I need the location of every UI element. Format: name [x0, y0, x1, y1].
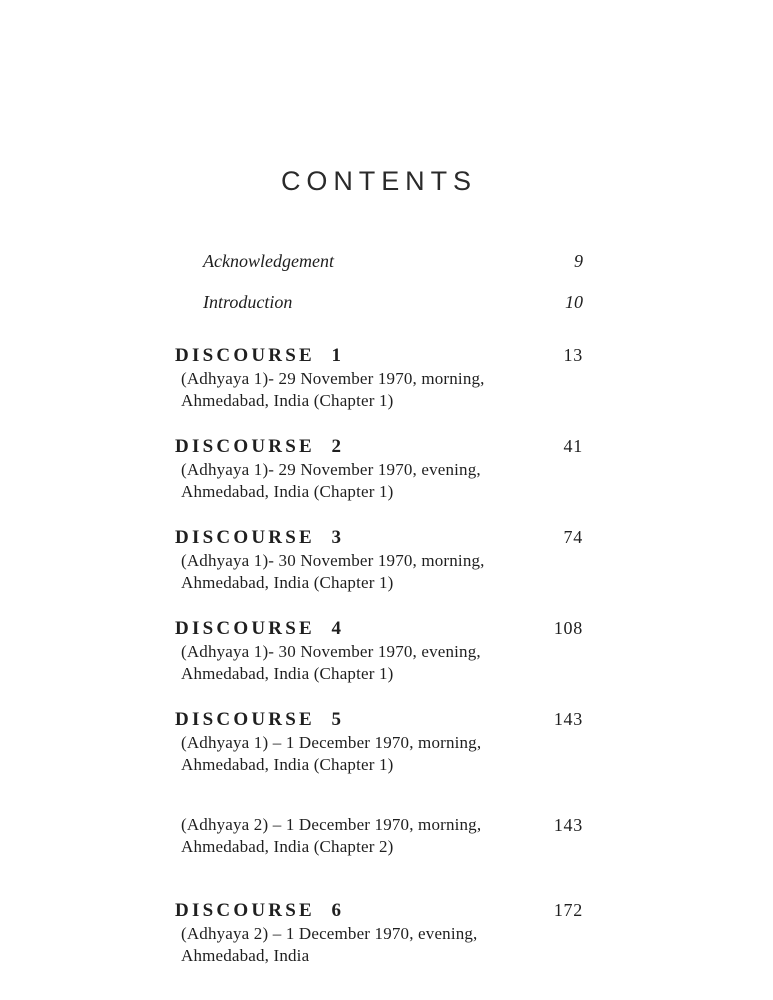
front-matter-section	[175, 251, 583, 313]
page-title: CONTENTS	[280, 166, 478, 196]
toc-entry-page-number: 74	[563, 527, 583, 547]
discourse-detail-line: Ahmedabad, India (Chapter 1)	[181, 391, 394, 410]
discourse-detail-line: (Adhyaya 1)- 29 November 1970, evening,	[181, 460, 481, 479]
contents-column	[175, 0, 583, 989]
toc-entry-discourse-5[interactable]	[175, 707, 583, 776]
toc-entry-discourse-2[interactable]	[175, 434, 583, 503]
toc-entry-page-number: 108	[553, 618, 583, 638]
discourse-detail-line: (Adhyaya 2) – 1 December 1970, evening,	[181, 924, 478, 943]
discourse-detail-line: Ahmedabad, India (Chapter 1)	[181, 482, 394, 501]
toc-entry-page-number: 9	[574, 251, 583, 271]
toc-entry-page-number: 143	[553, 709, 583, 729]
discourse-detail-line: (Adhyaya 1)- 29 November 1970, morning,	[181, 369, 485, 388]
discourse-heading: DISCOURSE 1	[175, 345, 345, 366]
discourse-heading: DISCOURSE 5	[175, 709, 345, 730]
discourse-heading: DISCOURSE 2	[175, 436, 345, 457]
discourse-detail-line: (Adhyaya 1) – 1 December 1970, morning,	[181, 733, 482, 752]
discourse-detail-line: Ahmedabad, India (Chapter 1)	[181, 755, 394, 774]
toc-entry-page-number: 10	[565, 292, 583, 312]
discourse-heading: DISCOURSE 3	[175, 527, 345, 548]
toc-entry-label: Introduction	[203, 292, 293, 312]
toc-entry-discourse-3[interactable]	[175, 525, 583, 594]
discourse-heading: DISCOURSE 4	[175, 618, 345, 639]
discourse-detail-line: (Adhyaya 1)- 30 November 1970, evening,	[181, 642, 481, 661]
discourse-detail-line: Ahmedabad, India (Chapter 2)	[181, 837, 394, 856]
toc-entry-acknowledgement[interactable]	[175, 251, 583, 272]
toc-entry-discourse-4[interactable]	[175, 616, 583, 685]
toc-entry-label: Acknowledgement	[203, 251, 334, 271]
discourse-detail-line: Ahmedabad, India (Chapter 1)	[181, 573, 394, 592]
discourse-heading: DISCOURSE 6	[175, 900, 345, 921]
discourse-detail-block	[175, 814, 481, 858]
toc-entry-page-number: 41	[563, 436, 583, 456]
toc-entry-introduction[interactable]	[175, 292, 583, 313]
toc-entry-page-number: 13	[563, 345, 583, 365]
toc-entry-page-number: 143	[553, 815, 583, 835]
toc-entry-adhyaya-2-morning[interactable]	[175, 814, 583, 858]
toc-entry-discourse-6[interactable]	[175, 898, 583, 967]
discourse-detail-line: Ahmedabad, India	[181, 946, 310, 965]
discourse-list	[175, 343, 583, 967]
discourse-detail-line: Ahmedabad, India (Chapter 1)	[181, 664, 394, 683]
discourse-detail-line: (Adhyaya 1)- 30 November 1970, morning,	[181, 551, 485, 570]
discourse-detail-line: (Adhyaya 2) – 1 December 1970, morning,	[181, 815, 482, 834]
toc-entry-page-number: 172	[553, 900, 583, 920]
toc-entry-discourse-1[interactable]	[175, 343, 583, 412]
